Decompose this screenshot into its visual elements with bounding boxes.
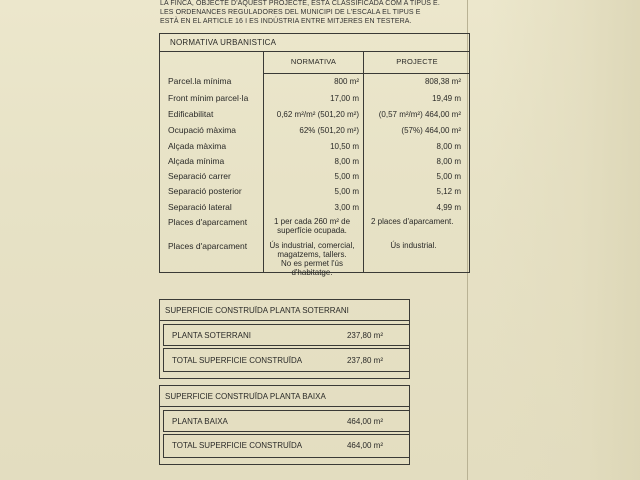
cell-projecte: 5,00 m: [436, 172, 461, 181]
baixa-total-value: 464,00 m²: [346, 441, 383, 450]
cell-line: 1 per cada 260 m² de: [273, 217, 351, 226]
cell-projecte: 19,49 m: [432, 94, 461, 103]
cell-projecte: 4,99 m: [436, 203, 461, 212]
cell-normativa: 17,00 m: [330, 94, 359, 103]
cell-projecte: 5,12 m: [436, 187, 461, 196]
cell-normativa: 0,62 m²/m² (501,20 m²): [276, 110, 359, 119]
soterrani-row-label: PLANTA SOTERRANI: [172, 331, 251, 340]
soterrani-title-divider: [159, 320, 410, 321]
cell-line: 2 places d'aparcament.: [371, 217, 454, 226]
cell-normativa: [265, 217, 359, 235]
cell-normativa: 8,00 m: [334, 157, 359, 166]
cell-line: superfície ocupada.: [277, 226, 347, 235]
row-label: Separació posterior: [168, 186, 242, 196]
row-label: Front mínim parcel·la: [168, 93, 249, 103]
cell-projecte: 808,38 m²: [424, 77, 461, 86]
soterrani-title: SUPERFICIE CONSTRUÏDA PLANTA SOTERRANI: [165, 306, 349, 315]
cell-normativa: [265, 241, 359, 277]
soterrani-total-value: 237,80 m²: [346, 356, 383, 365]
row-label: Places d'aparcament: [168, 241, 248, 251]
page-shadow: [490, 0, 640, 480]
col-header-projecte: PROJECTE: [396, 57, 438, 66]
cell-projecte: (57%) 464,00 m²: [401, 126, 461, 135]
cell-line: No es permet l'ús: [281, 259, 343, 268]
cell-normativa: 5,00 m: [334, 172, 359, 181]
cell-line: Ús industrial.: [390, 241, 437, 250]
normativa-table: [159, 33, 470, 273]
row-label: Alçada màxima: [168, 141, 227, 151]
soterrani-row-value: 237,80 m²: [346, 331, 383, 340]
cell-projecte: [366, 241, 461, 250]
normativa-title: NORMATIVA URBANISTICA: [170, 38, 277, 47]
col-header-normativa: NORMATIVA: [290, 57, 337, 66]
cell-projecte: 8,00 m: [436, 142, 461, 151]
cell-normativa: 10,50 m: [330, 142, 359, 151]
baixa-row-value: 464,00 m²: [346, 417, 383, 426]
intro-line: ESTÀ EN EL ARTICLE 16 I ES INDÚSTRIA ENTRE MITJERES EN TESTERA.: [160, 18, 412, 25]
cell-normativa: 3,00 m: [334, 203, 359, 212]
cell-projecte: [371, 217, 466, 226]
intro-line: LES ORDENANCES REGULADORES DEL MUNICIPI DE L'ESCALA EL TIPUS E: [160, 9, 421, 16]
cell-line: magatzems, tallers.: [277, 250, 347, 259]
soterrani-total-label: TOTAL SUPERFICIE CONSTRUÏDA: [172, 356, 303, 365]
intro-paragraph: [160, 0, 480, 26]
cell-line: Ús industrial, comercial,: [269, 241, 355, 250]
cell-normativa: 5,00 m: [334, 187, 359, 196]
row-label: Alçada mínima: [168, 156, 225, 166]
header-divider: [263, 73, 470, 74]
col-divider: [363, 51, 364, 273]
row-label: Ocupació màxima: [168, 125, 237, 135]
row-label: Separació lateral: [168, 202, 232, 212]
row-label: Edificabilitat: [168, 109, 214, 119]
row-label: Places d'aparcament: [168, 217, 248, 227]
title-divider: [159, 51, 470, 52]
cell-normativa: 62% (501,20 m²): [299, 126, 359, 135]
intro-line: LA FINCA, OBJECTE D'AQUEST PROJECTE, ESTÀ CLASSIFICADA COM A TIPUS E.: [160, 0, 440, 7]
cell-projecte: (0,57 m²/m²) 464,00 m²: [378, 110, 461, 119]
cell-projecte: 8,00 m: [436, 157, 461, 166]
cell-line: d'habitatge.: [291, 268, 333, 277]
baixa-row-label: PLANTA BAIXA: [172, 417, 228, 426]
baixa-title-divider: [159, 406, 410, 407]
row-label: Separació carrer: [168, 171, 231, 181]
cell-normativa: 800 m²: [334, 77, 359, 86]
row-label: Parcel.la mínima: [168, 76, 232, 86]
baixa-total-label: TOTAL SUPERFICIE CONSTRUÏDA: [172, 441, 303, 450]
col-divider: [263, 73, 264, 273]
baixa-title: SUPERFICIE CONSTRUÏDA PLANTA BAIXA: [165, 392, 326, 401]
